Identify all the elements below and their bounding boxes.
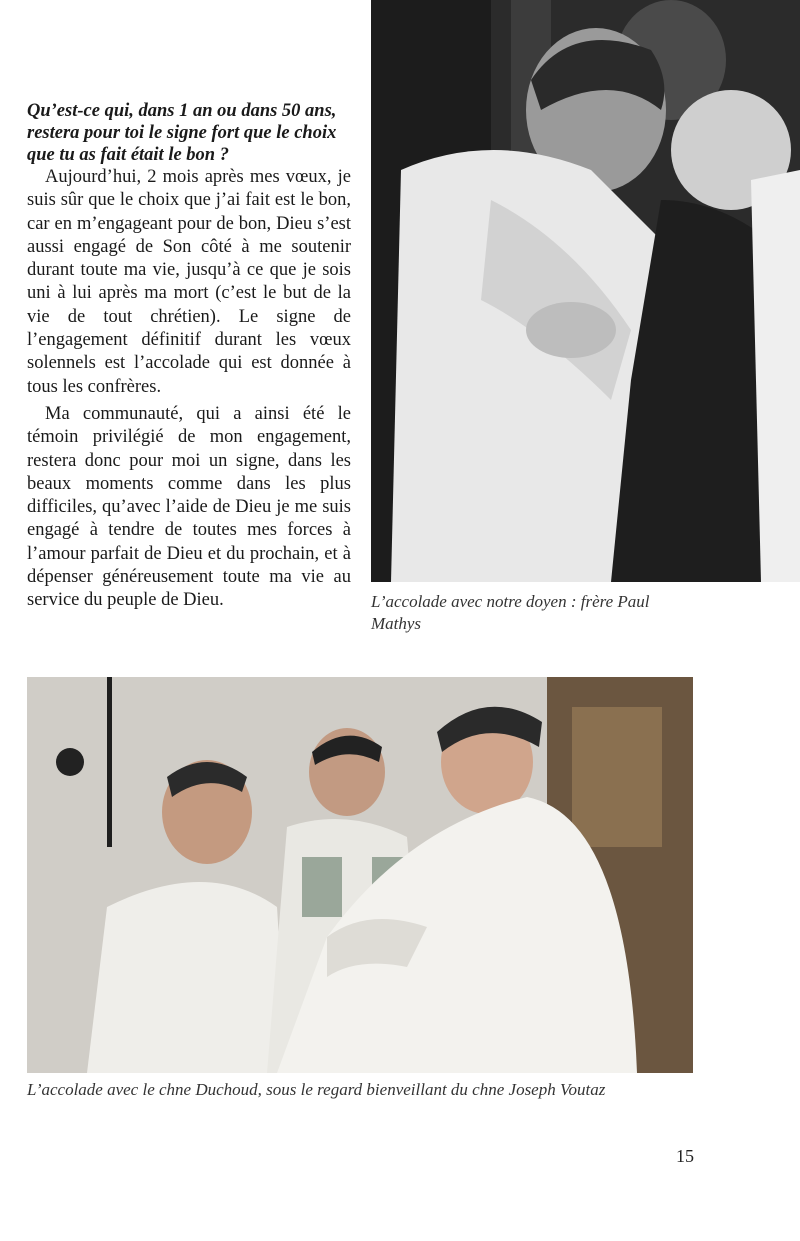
answer-paragraph-2: Ma communauté, qui a ainsi été le témoin privilégié de mon engagement, restera donc pour moi un signe, dans les beaux moments comme dans les plus difficiles, qu’avec l’aide de Dieu je me suis engagé à tendre de toutes mes forces à l’amour parfait de Dieu et du prochain, et à dépenser généreusement toute ma vie au service du peuple de Dieu. [27, 403, 351, 611]
article-text-column [27, 100, 351, 613]
photo-caption-top: L’accolade avec notre doyen : frère Paul Mathys [371, 592, 650, 633]
photo-accolade-duchoud [27, 677, 693, 1073]
photo-accolade-doyen [371, 0, 800, 582]
answer-paragraph-1: Aujourd’hui, 2 mois après mes vœux, je suis sûr que le choix que j’ai fait est le bon, car en m’engageant pour de bon, Dieu s’est aussi engagé de Son côté à me soutenir durant toute ma vie, jusqu’à ce que je sois uni à lui après ma mort (c’est le but de la vie de tout chrétien). Le signe de l’engagement définitif durant les vœux solennels est l’accolade qui est donnée à tous les confrères. [27, 167, 351, 397]
photo-caption-bottom: L’accolade avec le chne Duchoud, sous le regard bienveillant du chne Joseph Voutaz [27, 1080, 606, 1099]
page-number: 15 [676, 1146, 694, 1166]
interview-question: Qu’est-ce qui, dans 1 an ou dans 50 ans, restera pour toi le signe fort que le choix que tu as fait était le bon ? [27, 101, 337, 165]
